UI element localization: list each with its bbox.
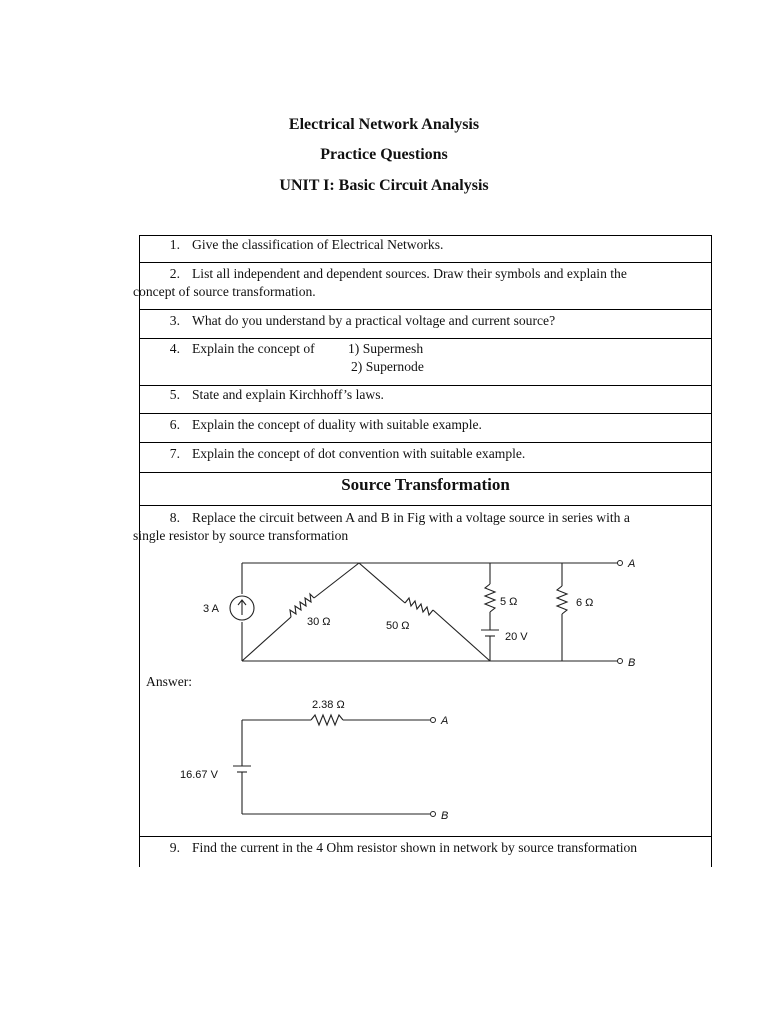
- question-number: 3.: [169, 313, 180, 328]
- label-answer-node-b: B: [441, 810, 449, 822]
- question-text: List all independent and dependent sources. Draw their symbols and explain the: [192, 266, 627, 281]
- question-text-continued: single resistor by source transformation: [133, 528, 349, 543]
- table-rule: [139, 262, 712, 263]
- question-number: 7.: [169, 446, 180, 461]
- label-voltage-source: 20 V: [505, 631, 528, 643]
- question-number: 5.: [169, 387, 180, 402]
- table-border-left: [139, 235, 140, 867]
- table-rule: [139, 413, 712, 414]
- answer-terminal-a: [431, 718, 436, 723]
- label-node-b: B: [628, 657, 636, 669]
- resistor-30-zigzag: [290, 594, 314, 617]
- question-text: Find the current in the 4 Ohm resistor shown in network by source transformation: [192, 840, 638, 855]
- answer-terminal-b: [431, 812, 436, 817]
- label-node-a: A: [628, 558, 636, 570]
- resistor-50-zigzag: [405, 598, 433, 615]
- question-text: Explain the concept of duality with suitable example.: [192, 417, 482, 432]
- answer-label: Answer:: [146, 674, 193, 689]
- table-border-right: [711, 235, 712, 867]
- terminal-a: [618, 561, 623, 566]
- label-r4: 6 Ω: [576, 597, 594, 609]
- question-text: Replace the circuit between A and B in Fig with a voltage source in series with a: [192, 510, 630, 525]
- question-text-continued: concept of source transformation.: [133, 284, 316, 299]
- table-rule: [139, 309, 712, 310]
- question-number: 9.: [169, 840, 180, 855]
- document-subtitle: Practice Questions: [320, 146, 448, 163]
- resistor-5-zigzag: [485, 584, 495, 612]
- unit-heading: UNIT I: Basic Circuit Analysis: [279, 177, 489, 194]
- label-r2: 50 Ω: [386, 620, 410, 632]
- wire: [242, 617, 291, 661]
- table-rule: [139, 442, 712, 443]
- question-text: Explain the concept of dot convention with suitable example.: [192, 446, 526, 461]
- table-rule: [139, 338, 712, 339]
- label-answer-node-a: A: [441, 715, 449, 727]
- question-option: 2) Supernode: [351, 359, 424, 374]
- question-number: 2.: [169, 266, 180, 281]
- document-title: Electrical Network Analysis: [288, 116, 480, 133]
- current-source-symbol: [230, 596, 254, 620]
- label-r3: 5 Ω: [500, 596, 518, 608]
- label-current-source: 3 A: [203, 603, 219, 615]
- question-number: 1.: [169, 237, 180, 252]
- wire: [314, 563, 359, 598]
- question-text: What do you understand by a practical voltage and current source?: [192, 313, 556, 328]
- question-text: State and explain Kirchhoff’s laws.: [192, 387, 384, 402]
- label-answer-resistor: 2.38 Ω: [312, 699, 345, 711]
- terminal-b: [618, 659, 623, 664]
- label-answer-voltage: 16.67 V: [180, 769, 218, 781]
- question-text: Give the classification of Electrical Networks.: [192, 237, 444, 252]
- answer-resistor-zigzag: [311, 715, 343, 725]
- label-r1: 30 Ω: [307, 616, 331, 628]
- question-number: 8.: [169, 510, 180, 525]
- wire: [359, 563, 405, 603]
- current-arrowhead: [238, 600, 246, 605]
- question-option: 1) Supermesh: [348, 341, 424, 356]
- table-rule: [139, 505, 712, 506]
- question-number: 4.: [169, 341, 180, 356]
- section-heading: Source Transformation: [341, 475, 510, 494]
- question-text: Explain the concept of: [192, 341, 315, 356]
- table-rule: [139, 472, 712, 473]
- resistor-6-zigzag: [557, 586, 567, 614]
- table-rule: [139, 836, 712, 837]
- wire: [433, 610, 490, 661]
- question-number: 6.: [169, 417, 180, 432]
